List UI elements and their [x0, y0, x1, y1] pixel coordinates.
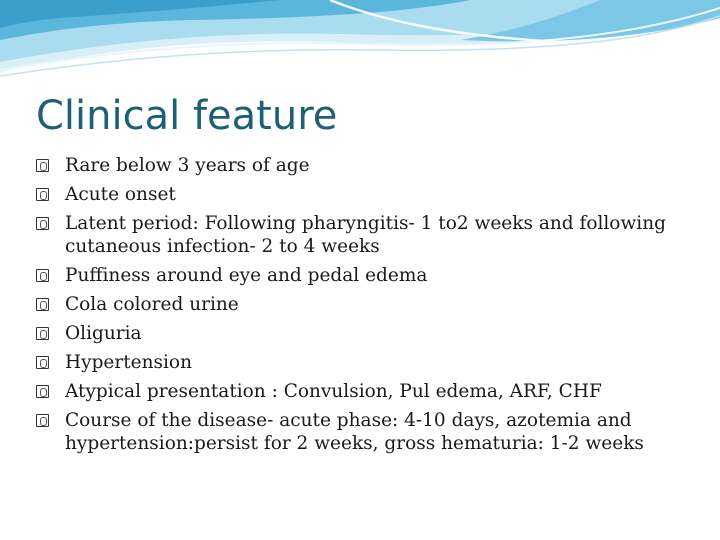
- unknown-glyph-box-icon: [36, 188, 49, 201]
- list-item: [36, 322, 686, 345]
- list-item-text: Puffiness around eye and pedal edema: [65, 265, 428, 286]
- list-item-text: Hypertension: [65, 352, 192, 373]
- page-title: Clinical feature: [36, 93, 338, 139]
- list-item-text: Rare below 3 years of age: [65, 155, 310, 176]
- header-wave-decoration-icon: [0, 0, 720, 90]
- unknown-glyph-box-icon: [36, 269, 49, 282]
- list-item: [36, 264, 686, 287]
- unknown-glyph-box-icon: [36, 356, 49, 369]
- list-item: [36, 293, 686, 316]
- list-item-text: Latent period: Following pharyngitis- 1 to2 weeks and following cutaneous infection- 2 to 4 weeks: [65, 213, 666, 257]
- list-item: [36, 212, 686, 258]
- list-item-text: Cola colored urine: [65, 294, 239, 315]
- unknown-glyph-box-icon: [36, 414, 49, 427]
- list-item-text: Acute onset: [65, 184, 176, 205]
- unknown-glyph-box-icon: [36, 217, 49, 230]
- list-item: [36, 183, 686, 206]
- list-item-text: Oliguria: [65, 323, 142, 344]
- list-item: [36, 154, 686, 177]
- bullet-list: [36, 154, 686, 461]
- list-item: [36, 409, 686, 455]
- unknown-glyph-box-icon: [36, 327, 49, 340]
- list-item: [36, 380, 686, 403]
- list-item: [36, 351, 686, 374]
- list-item-text: Course of the disease- acute phase: 4-10 days, azotemia and hypertension:persist for 2 weeks, gross hematuria: 1-2 weeks: [65, 410, 644, 454]
- unknown-glyph-box-icon: [36, 385, 49, 398]
- list-item-text: Atypical presentation : Convulsion, Pul edema, ARF, CHF: [65, 381, 602, 402]
- unknown-glyph-box-icon: [36, 298, 49, 311]
- unknown-glyph-box-icon: [36, 159, 49, 172]
